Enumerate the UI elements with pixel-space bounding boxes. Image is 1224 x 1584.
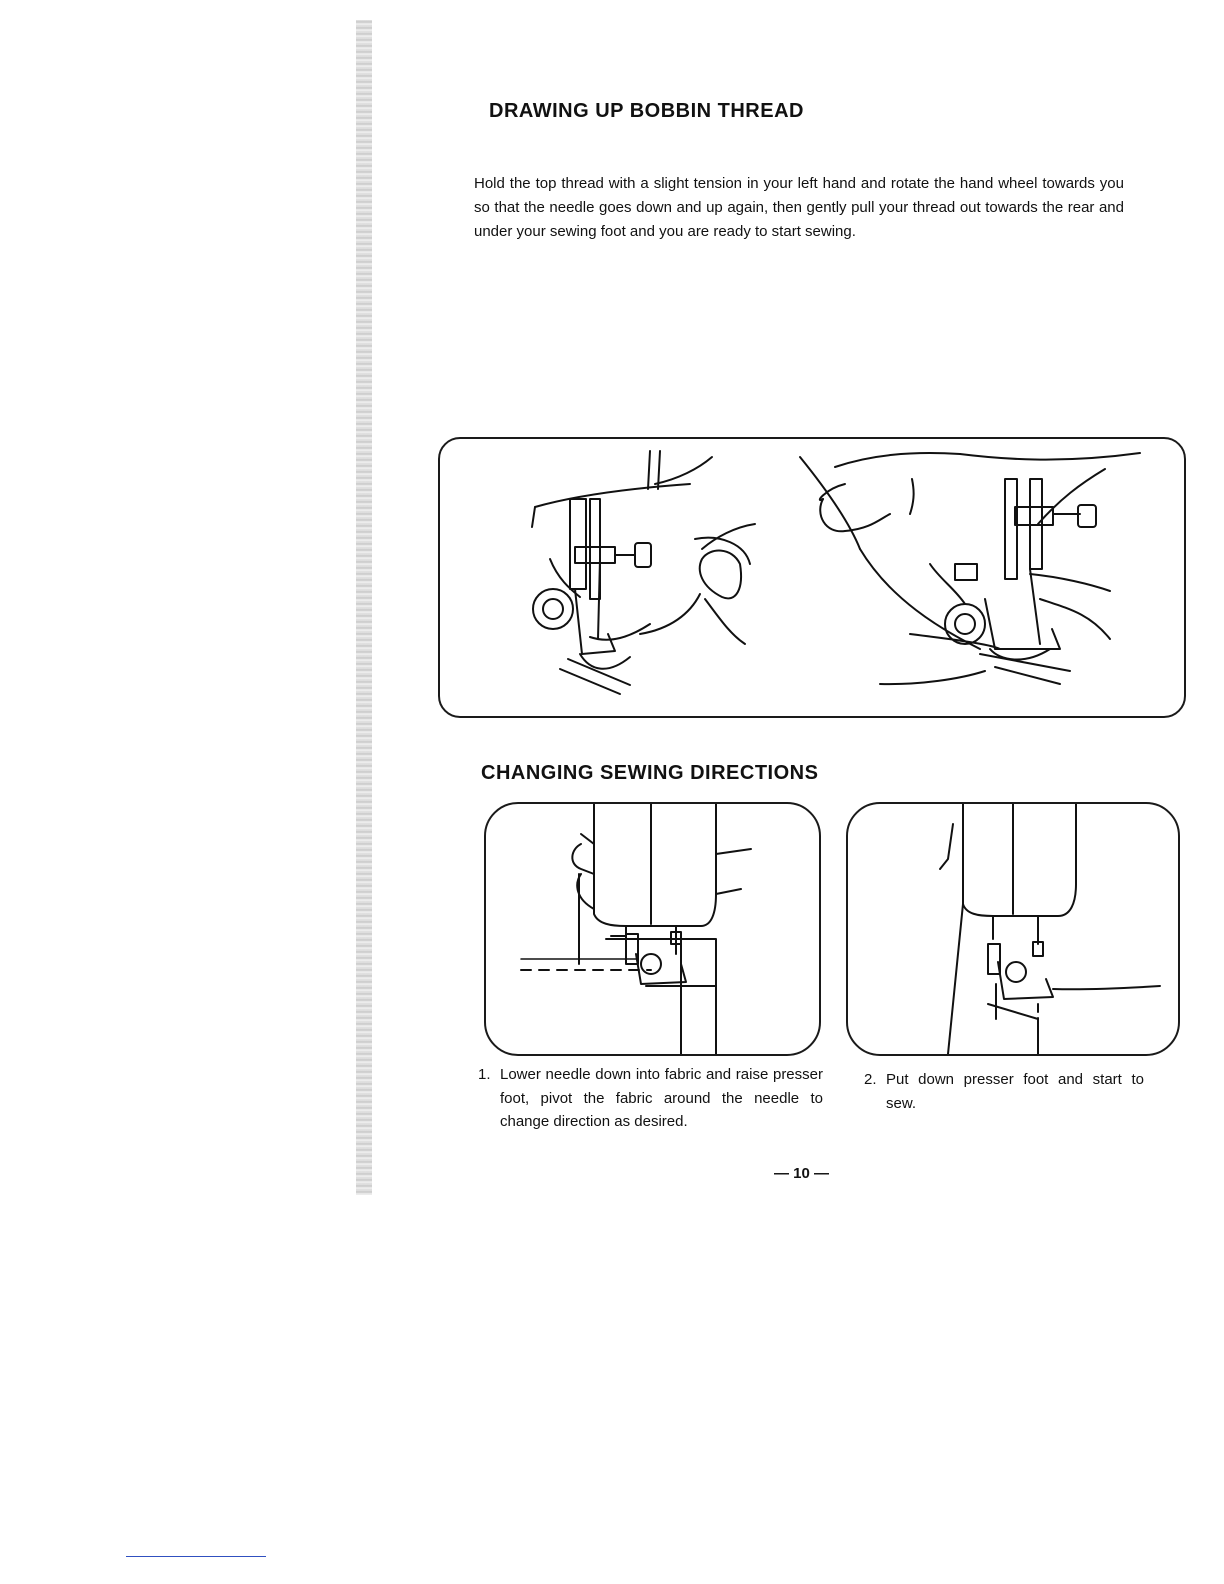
direction-step-1-illustration-panel — [484, 802, 821, 1056]
footer-rule — [126, 1556, 266, 1557]
step-number: 1. — [478, 1066, 491, 1083]
direction-step-2-illustration-panel — [846, 802, 1180, 1056]
section-heading-bobbin: DRAWING UP BOBBIN THREAD — [489, 100, 804, 122]
scanned-binding-edge — [356, 20, 372, 1195]
direction-step-2-caption — [864, 1068, 1144, 1115]
step-text: Lower needle down into fabric and raise presser foot, pivot the fabric around the needle to change direction as desired. — [500, 1066, 823, 1130]
bobbin-illustration-panel — [438, 437, 1186, 718]
direction-step-1-caption — [478, 1063, 823, 1134]
direction-step-1-illustration — [486, 804, 819, 1054]
step-text: Put down presser foot and start to sew. — [886, 1071, 1144, 1112]
page-number: — 10 — — [774, 1165, 830, 1182]
section-heading-directions: CHANGING SEWING DIRECTIONS — [481, 762, 819, 784]
bobbin-illustration — [440, 439, 1184, 716]
direction-step-2-illustration — [848, 804, 1178, 1054]
step-number: 2. — [864, 1071, 877, 1088]
bobbin-instructions: Hold the top thread with a slight tension in your left hand and rotate the hand wheel towards you so that the needle goes down and up again, then gently pull your thread out towards the rear and under your sewing foot and you are ready to start sewing. — [474, 175, 1124, 240]
